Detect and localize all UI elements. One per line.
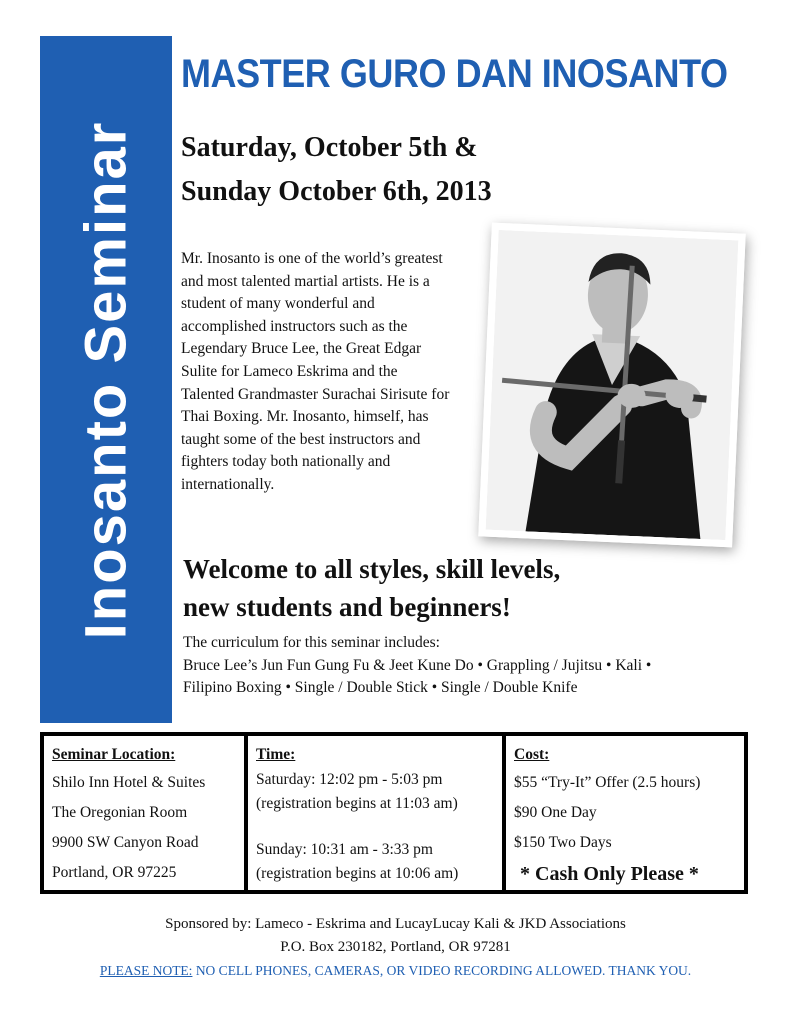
seminar-date-sunday: Sunday October 6th, 2013 xyxy=(181,176,492,207)
notice-text: NO CELL PHONES, CAMERAS, OR VIDEO RECORDING ALLOWED. THANK YOU. xyxy=(192,963,692,978)
time-heading: Time: xyxy=(256,746,296,763)
seminar-details-box xyxy=(40,732,748,894)
seminar-title-vertical: Inosanto Seminar xyxy=(73,120,139,640)
location-column xyxy=(44,736,244,890)
cost-heading: Cost: xyxy=(514,746,550,763)
cost-column xyxy=(502,736,744,890)
location-line: Portland, OR 97225 xyxy=(52,864,177,881)
instructor-photo xyxy=(478,223,745,548)
cash-only-note: * Cash Only Please * xyxy=(520,863,699,885)
mailing-address: P.O. Box 230182, Portland, OR 97281 xyxy=(280,939,511,955)
location-heading: Seminar Location: xyxy=(52,746,176,763)
time-column xyxy=(244,736,502,890)
cost-item: $55 “Try-It” Offer (2.5 hours) xyxy=(514,774,701,791)
cost-item: $150 Two Days xyxy=(514,834,612,851)
notice-label: PLEASE NOTE: xyxy=(99,963,193,978)
welcome-message xyxy=(183,550,743,626)
martial-artist-illustration xyxy=(486,230,739,540)
sunday-time: Sunday: 10:31 am - 3:33 pm xyxy=(256,841,433,858)
curriculum-line-2: Filipino Boxing • Single / Double Stick • Single / Double Knife xyxy=(183,679,578,696)
saturday-registration: (registration begins at 11:03 am) xyxy=(256,795,458,812)
location-line: Shilo Inn Hotel & Suites xyxy=(52,774,206,791)
instructor-bio: Mr. Inosanto is one of the world’s greatest and most talented martial artists. He is a student of many wonderful and accomplished instructors such as the Legendary Bruce Lee, the Great Edgar Sulite for Lameco Eskrima and the Talented Grandmaster Surachai Sirisute for Thai Boxing. Mr. Inosanto, himself, has taught some of the best instructors and fighters today both nationally and internationally. xyxy=(181,250,450,493)
welcome-line-1: Welcome to all styles, skill levels, xyxy=(183,554,561,584)
instructor-title: MASTER GURO DAN INOSANTO xyxy=(181,52,728,96)
sponsor-line: Sponsored by: Lameco - Eskrima and LucayLucay Kali & JKD Associations xyxy=(165,916,626,932)
welcome-line-2: new students and beginners! xyxy=(183,592,511,622)
saturday-time: Saturday: 12:02 pm - 5:03 pm xyxy=(256,771,443,788)
seminar-date-saturday: Saturday, October 5th & xyxy=(181,132,478,163)
curriculum-line-1: Bruce Lee’s Jun Fun Gung Fu & Jeet Kune Do • Grappling / Jujitsu • Kali • xyxy=(183,656,652,674)
curriculum xyxy=(183,632,773,700)
footer xyxy=(0,913,791,982)
curriculum-intro: The curriculum for this seminar includes: xyxy=(183,634,440,651)
sunday-registration: (registration begins at 10:06 am) xyxy=(256,865,459,882)
location-line: 9900 SW Canyon Road xyxy=(52,834,199,851)
cost-item: $90 One Day xyxy=(514,804,597,821)
recording-notice xyxy=(0,959,791,982)
location-line: The Oregonian Room xyxy=(52,804,188,821)
